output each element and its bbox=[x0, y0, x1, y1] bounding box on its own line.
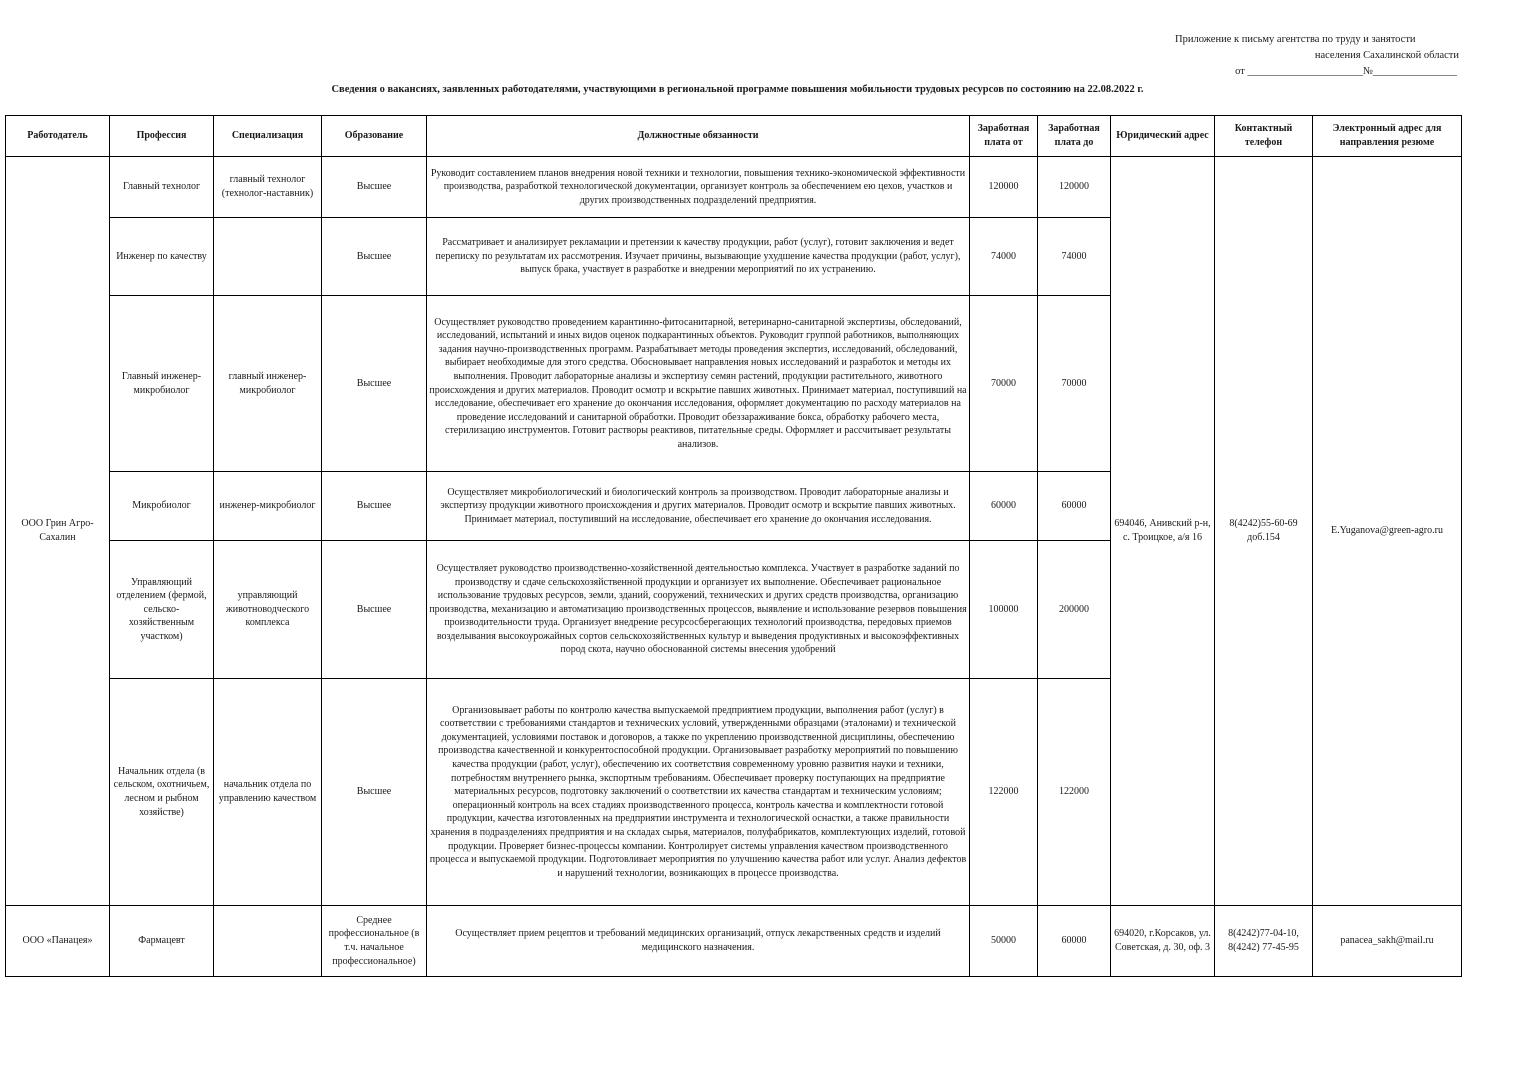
profession-cell: Главный технолог bbox=[110, 157, 214, 218]
profession-cell: Главный инженер-микробиолог bbox=[110, 296, 214, 472]
specialization-cell: управляющий животноводческого комплекса bbox=[214, 541, 322, 679]
col-header-education: Образование bbox=[322, 116, 427, 157]
duties-cell: Осуществляет руководство производственно-хозяйственной деятельностью комплекса. Участвует в разработке заданий по производству и сдаче сельскохозяйственной продукции и организует их выполнение. Обеспечивает рациональное использование трудовых ресурсов, земли, зданий, сооружений, технических и других средств производства, организацию производства, механизацию и автоматизацию производственных процессов, выявление и использование резервов повышения производительности труда. Организует внедрение ресурсосберегающих технологий производства, передовых приемов возделывания высокоурожайных сортов сельскохозяйственных культур и выведения продуктивных и высокоэффективных пород скота, научно обоснованной системы внесения удобрений bbox=[427, 541, 970, 679]
col-header-profession: Профессия bbox=[110, 116, 214, 157]
col-header-email: Электронный адрес для направления резюме bbox=[1313, 116, 1462, 157]
vacancies-table bbox=[5, 115, 1462, 977]
col-header-specialization: Специализация bbox=[214, 116, 322, 157]
cover-letter-note bbox=[1139, 32, 1459, 80]
salary-to-cell: 120000 bbox=[1038, 157, 1111, 218]
salary-to-cell: 60000 bbox=[1038, 906, 1111, 977]
col-header-salary-to: Заработная плата до bbox=[1038, 116, 1111, 157]
profession-cell: Управляющий отделением (фермой, сельско-хозяйственным участком) bbox=[110, 541, 214, 679]
legal-address-cell: 694046, Анивский р-н, с. Троицкое, а/я 16 bbox=[1111, 157, 1215, 906]
education-cell: Высшее bbox=[322, 296, 427, 472]
specialization-cell bbox=[214, 218, 322, 296]
table-row bbox=[6, 906, 1462, 977]
legal-address-cell: 694020, г.Корсаков, ул. Советская, д. 30, оф. 3 bbox=[1111, 906, 1215, 977]
specialization-cell: главный инженер-микробиолог bbox=[214, 296, 322, 472]
specialization-cell bbox=[214, 906, 322, 977]
specialization-cell: начальник отдела по управлению качеством bbox=[214, 679, 322, 906]
col-header-duties: Должностные обязанности bbox=[427, 116, 970, 157]
table-row bbox=[6, 157, 1462, 218]
note-line-3: от ______________________№________________ bbox=[1235, 66, 1457, 77]
col-header-employer: Работодатель bbox=[6, 116, 110, 157]
salary-to-cell: 200000 bbox=[1038, 541, 1111, 679]
profession-cell: Фармацевт bbox=[110, 906, 214, 977]
duties-cell: Рассматривает и анализирует рекламации и претензии к качеству продукции, работ (услуг), готовит заключения и ведет переписку по результатам их рассмотрения. Изучает причины, вызывающие ухудшение качества продукции (работ, услуг), выпуск брака, участвует в разработке и внедрении мероприятий по их устранению. bbox=[427, 218, 970, 296]
education-cell: Высшее bbox=[322, 157, 427, 218]
salary-to-cell: 74000 bbox=[1038, 218, 1111, 296]
table-header-row bbox=[6, 116, 1462, 157]
note-line-2: населения Сахалинской области bbox=[1314, 50, 1459, 61]
duties-cell: Организовывает работы по контролю качества выпускаемой предприятием продукции, выполнения работ (услуг) в соответствии с требованиями стандартов и технических условий, утвержденными образцами (эталонами) и технической документацией, условиями поставок и договоров, а также по укреплению производственной дисциплины, обеспечению производства качественной и конкурентоспособной продукции. Организовывает разработку мероприятий по повышению качества продукции (работ, услуг), обеспечению их соответствия современному уровню развития науки и техники, потребностям внутреннего рынка, экспортным требованиям. Обеспечивает проверку поступающих на предприятие материальных ресурсов, подготовку заключений о соответствии их качества стандартам и техническим условиям; операционный контроль на всех стадиях производственного процесса, контроль качества и комплектности готовой продукции, качества изготовленных на предприятии инструмента и технологической оснастки, а также правильности хранения в подразделениях предприятия и на складах сырья, материалов, полуфабрикатов, комплектующих изделий, готовой продукции. Проверяет бизнес-процессы компании. Контролирует системы управления качеством производственного процесса и выпускаемой продукции. Подготовливает мероприятия по улучшению качества работ или услуг. Анализ дефектов и нарушений технологии, возникающих в процессе производства. bbox=[427, 679, 970, 906]
document-title: Сведения о вакансиях, заявленных работодателями, участвующими в региональной программе повышения мобильности трудовых ресурсов по состоянию на 22.08.2022 г. bbox=[331, 84, 1144, 95]
salary-from-cell: 70000 bbox=[970, 296, 1038, 472]
col-header-phone: Контактный телефон bbox=[1215, 116, 1313, 157]
education-cell: Среднее профессиональное (в т.ч. начальное профессиональное) bbox=[322, 906, 427, 977]
salary-from-cell: 100000 bbox=[970, 541, 1038, 679]
col-header-salary-from: Заработная плата от bbox=[970, 116, 1038, 157]
contact-phone-cell: 8(4242)55-60-69 доб.154 bbox=[1215, 157, 1313, 906]
salary-from-cell: 120000 bbox=[970, 157, 1038, 218]
profession-cell: Микробиолог bbox=[110, 472, 214, 541]
resume-email-cell: panacea_sakh@mail.ru bbox=[1313, 906, 1462, 977]
note-line-1: Приложение к письму агентства по труду и занятости bbox=[1175, 34, 1416, 45]
education-cell: Высшее bbox=[322, 679, 427, 906]
duties-cell: Руководит составлением планов внедрения новой техники и технологии, повышения технико-экономической эффективности производства, разработкой технологической документации, организует контроль за обеспечением ею цехов, участков и других производственных подразделений предприятия. bbox=[427, 157, 970, 218]
employer-name: ООО «Панацея» bbox=[6, 906, 110, 977]
education-cell: Высшее bbox=[322, 218, 427, 296]
employer-name: ООО Грин Агро-Сахалин bbox=[6, 157, 110, 906]
col-header-legal-address: Юридический адрес bbox=[1111, 116, 1215, 157]
salary-to-cell: 122000 bbox=[1038, 679, 1111, 906]
profession-cell: Начальник отдела (в сельском, охотничьем, лесном и рыбном хозяйстве) bbox=[110, 679, 214, 906]
salary-to-cell: 60000 bbox=[1038, 472, 1111, 541]
salary-to-cell: 70000 bbox=[1038, 296, 1111, 472]
specialization-cell: инженер-микробиолог bbox=[214, 472, 322, 541]
duties-cell: Осуществляет микробиологический и биологический контроль за производством. Проводит лабораторные анализы и экспертизу продукции животного происхождения и других материалов. Проводит осмотр и вскрытие павших животных. Принимает материал, поступивший на исследование, обеспечивает его хранение до окончания исследования. bbox=[427, 472, 970, 541]
duties-cell: Осуществляет руководство проведением карантинно-фитосанитарной, ветеринарно-санитарной экспертизы, обследований, исследований, испытаний и иных видов оценок подкарантинных объектов. Руководит группой работников, выполняющих задания научно-производственных программ. Разрабатывает методы проведения экспертиз, исследований, обследований, выбирает необходимые для этого средства. Обосновывает направления новых исследований и разработок и методы их выполнения. Проводит лабораторные анализы и экспертизу семян растений, продукции растительного, животного происхождения и других материалов. Проводит осмотр и вскрытие павших животных. Принимает материал, поступивший на исследование, обеспечивает его хранение до окончания исследования, оформляет документацию по расходу материалов на проведение исследований и санитарной обработки. Проводит обеззараживание бокса, обработку рабочего места, стерилизацию инструментов. Готовит растворы реактивов, питательные среды. Оформляет и рассчитывает результаты анализов. bbox=[427, 296, 970, 472]
duties-cell: Осуществляет прием рецептов и требований медицинских организаций, отпуск лекарственных средств и изделий медицинского назначения. bbox=[427, 906, 970, 977]
salary-from-cell: 60000 bbox=[970, 472, 1038, 541]
salary-from-cell: 50000 bbox=[970, 906, 1038, 977]
education-cell: Высшее bbox=[322, 472, 427, 541]
salary-from-cell: 74000 bbox=[970, 218, 1038, 296]
profession-cell: Инженер по качеству bbox=[110, 218, 214, 296]
salary-from-cell: 122000 bbox=[970, 679, 1038, 906]
contact-phone-cell: 8(4242)77-04-10, 8(4242) 77-45-95 bbox=[1215, 906, 1313, 977]
specialization-cell: главный технолог (технолог-наставник) bbox=[214, 157, 322, 218]
resume-email-cell: E.Yuganova@green-agro.ru bbox=[1313, 157, 1462, 906]
education-cell: Высшее bbox=[322, 541, 427, 679]
